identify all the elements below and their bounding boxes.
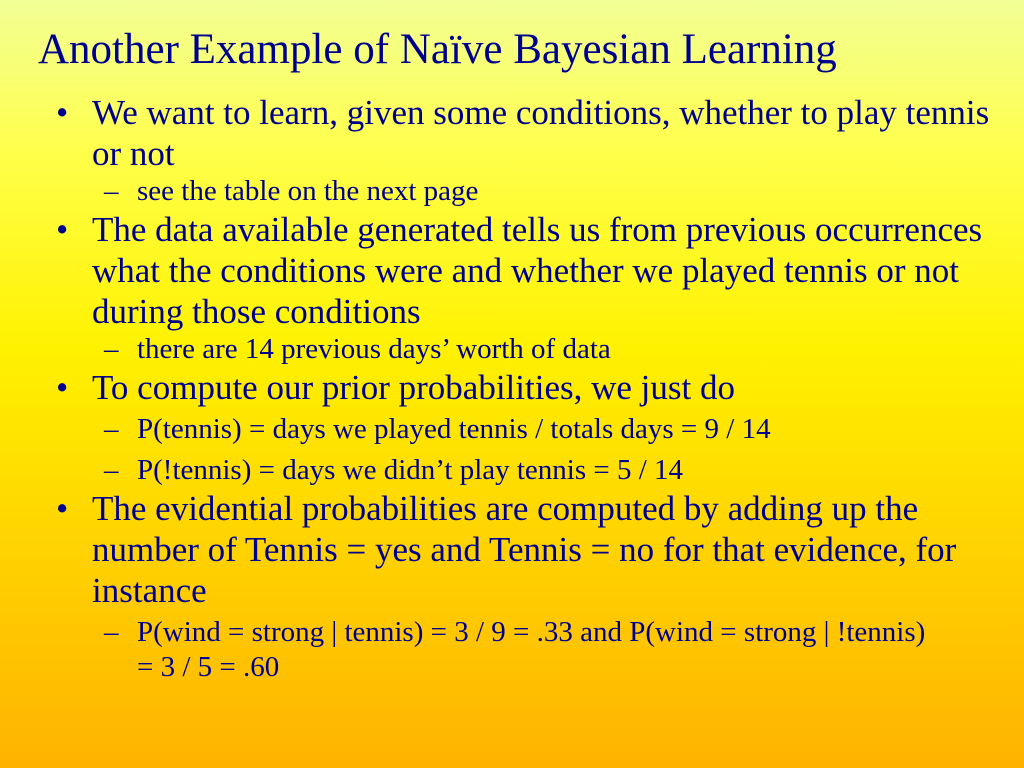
bullet-text: We want to learn, given some conditions, whether to play tennis or not (92, 93, 990, 173)
sub-bullet-text: P(wind = strong | tennis) = 3 / 9 = .33 and P(wind = strong | !tennis) = 3 / 5 = .60 (137, 616, 926, 683)
bullet-text: The evidential probabilities are computed by adding up the number of Tennis = yes and Tennis = no for that evidence, for instance (92, 489, 957, 610)
bullet-item (0, 367, 1024, 408)
bullet-item (0, 488, 1024, 611)
sub-bullet-text: P(!tennis) = days we didn’t play tennis = 5 / 14 (137, 454, 684, 486)
sub-bullet-marker: – (104, 413, 119, 445)
bullet-item (0, 209, 1024, 332)
bullet-marker: • (56, 368, 69, 407)
sub-bullet-text: see the table on the next page (137, 175, 479, 207)
sub-bullet-item (0, 615, 1024, 685)
sub-bullet-item (0, 332, 1024, 367)
sub-bullet-text: P(tennis) = days we played tennis / totals days = 9 / 14 (137, 413, 771, 445)
sub-bullet-item (0, 412, 1024, 447)
sub-bullet-marker: – (104, 616, 119, 648)
bullet-marker: • (56, 489, 69, 528)
sub-bullet-marker: – (104, 333, 119, 365)
bullet-list (0, 92, 1024, 685)
sub-bullet-item (0, 453, 1024, 488)
sub-bullet-marker: – (104, 175, 119, 207)
sub-bullet-text: there are 14 previous days’ worth of data (137, 333, 611, 365)
sub-bullet-item (0, 174, 1024, 209)
bullet-marker: • (56, 93, 69, 132)
bullet-item (0, 92, 1024, 174)
slide-title: Another Example of Naïve Bayesian Learning (38, 26, 837, 73)
bullet-text: The data available generated tells us from previous occurrences what the conditions were and whether we played tennis or not during those conditions (92, 210, 983, 331)
bullet-text: To compute our prior probabilities, we just do (92, 368, 735, 407)
sub-bullet-marker: – (104, 454, 119, 486)
bullet-marker: • (56, 210, 69, 249)
